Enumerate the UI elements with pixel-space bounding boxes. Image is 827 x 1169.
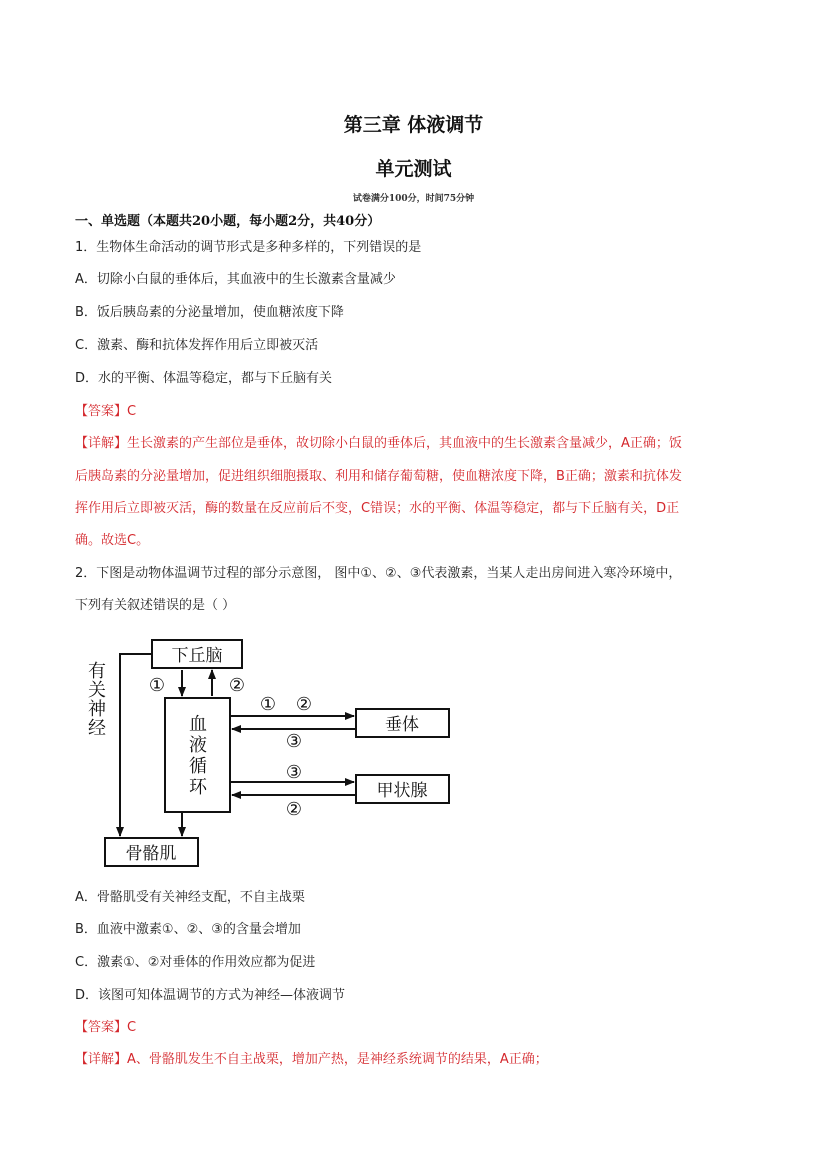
q1-option-c: C．激素、酶和抗体发挥作用后立即被灭活: [75, 338, 319, 353]
q2-option-a: A．骨骼肌受有关神经支配，不自主战栗: [75, 890, 305, 905]
q1-option-a: A．切除小白鼠的垂体后，其血液中的生长激素含量减少: [75, 272, 396, 287]
q1-stem: 1．生物体生命活动的调节形式是多种多样的，下列错误的是: [75, 240, 422, 255]
q1-detail-line-1: 【详解】生长激素的产生部位是垂体，故切除小白鼠的垂体后，其血液中的生长激素含量减少，A正确；饭: [75, 436, 682, 451]
thyroid-label: 甲状腺: [376, 781, 428, 801]
q2-option-b: B．血液中激素①、②、③的含量会增加: [75, 922, 301, 937]
q1-option-b: B．饭后胰岛素的分泌量增加，使血糖浓度下降: [75, 305, 344, 320]
blood-char-3: 循: [189, 756, 207, 777]
q2-detail-line-1: 【详解】A、骨骼肌发生不自主战栗，增加产热，是神经系统调节的结果，A正确；: [75, 1052, 548, 1067]
pituitary-label: 垂体: [385, 715, 419, 735]
q2-stem-line-1: 2．下图是动物体温调节过程的部分示意图， 图中①、②、③代表激素，当某人走出房间进入寒冷环境中，: [75, 566, 682, 581]
q2-option-c: C．激素①、②对垂体的作用效应都为促进: [75, 955, 316, 970]
q1-option-d: D．水的平衡、体温等稳定，都与下丘脑有关: [75, 371, 333, 386]
label-hormone-3-low: ③: [285, 762, 303, 783]
exam-note: 试卷满分100分，时间75分钟: [352, 194, 475, 204]
q2-option-d: D．该图可知体温调节的方式为神经—体液调节: [75, 988, 346, 1003]
label-hormone-1-top: ①: [148, 675, 166, 696]
nerve-char-4: 经: [88, 718, 106, 739]
label-hormone-3-mid: ③: [285, 731, 303, 752]
label-hormone-2-mid: ②: [295, 694, 313, 715]
unit-title: 单元测试: [375, 158, 452, 180]
blood-char-1: 血: [189, 714, 207, 735]
nerve-char-1: 有: [88, 661, 106, 682]
blood-char-4: 环: [189, 777, 207, 798]
chapter-title: 第三章 体液调节: [343, 114, 484, 136]
q1-detail-line-3: 挥作用后立即被灭活，酶的数量在反应前后不变，C错误；水的平衡、体温等稳定，都与下丘脑有关，D正: [75, 501, 680, 516]
q1-detail-line-4: 确。故选C。: [75, 533, 150, 548]
q2-stem-line-2: 下列有关叙述错误的是（ ）: [75, 598, 236, 613]
nerve-char-3: 神: [88, 699, 106, 720]
section-heading: 一、单选题（本题共20小题，每小题2分，共40分）: [75, 214, 381, 229]
skeletal-muscle-label: 骨骼肌: [125, 844, 177, 864]
q1-answer: 【答案】C: [75, 404, 137, 419]
hypothalamus-label: 下丘脑: [171, 646, 223, 666]
label-hormone-2-top: ②: [228, 675, 246, 696]
label-hormone-1-mid: ①: [259, 694, 277, 715]
nerve-char-2: 关: [88, 680, 106, 701]
blood-char-2: 液: [189, 735, 207, 756]
q2-answer: 【答案】C: [75, 1020, 137, 1035]
nerve-arrow: [120, 654, 152, 836]
thermoregulation-diagram: [75, 628, 475, 876]
q1-detail-line-2: 后胰岛素的分泌量增加，促进组织细胞摄取、利用和储存葡萄糖，使血糖浓度下降，B正确；激素和抗体发: [75, 469, 682, 484]
label-hormone-2-low: ②: [285, 799, 303, 820]
